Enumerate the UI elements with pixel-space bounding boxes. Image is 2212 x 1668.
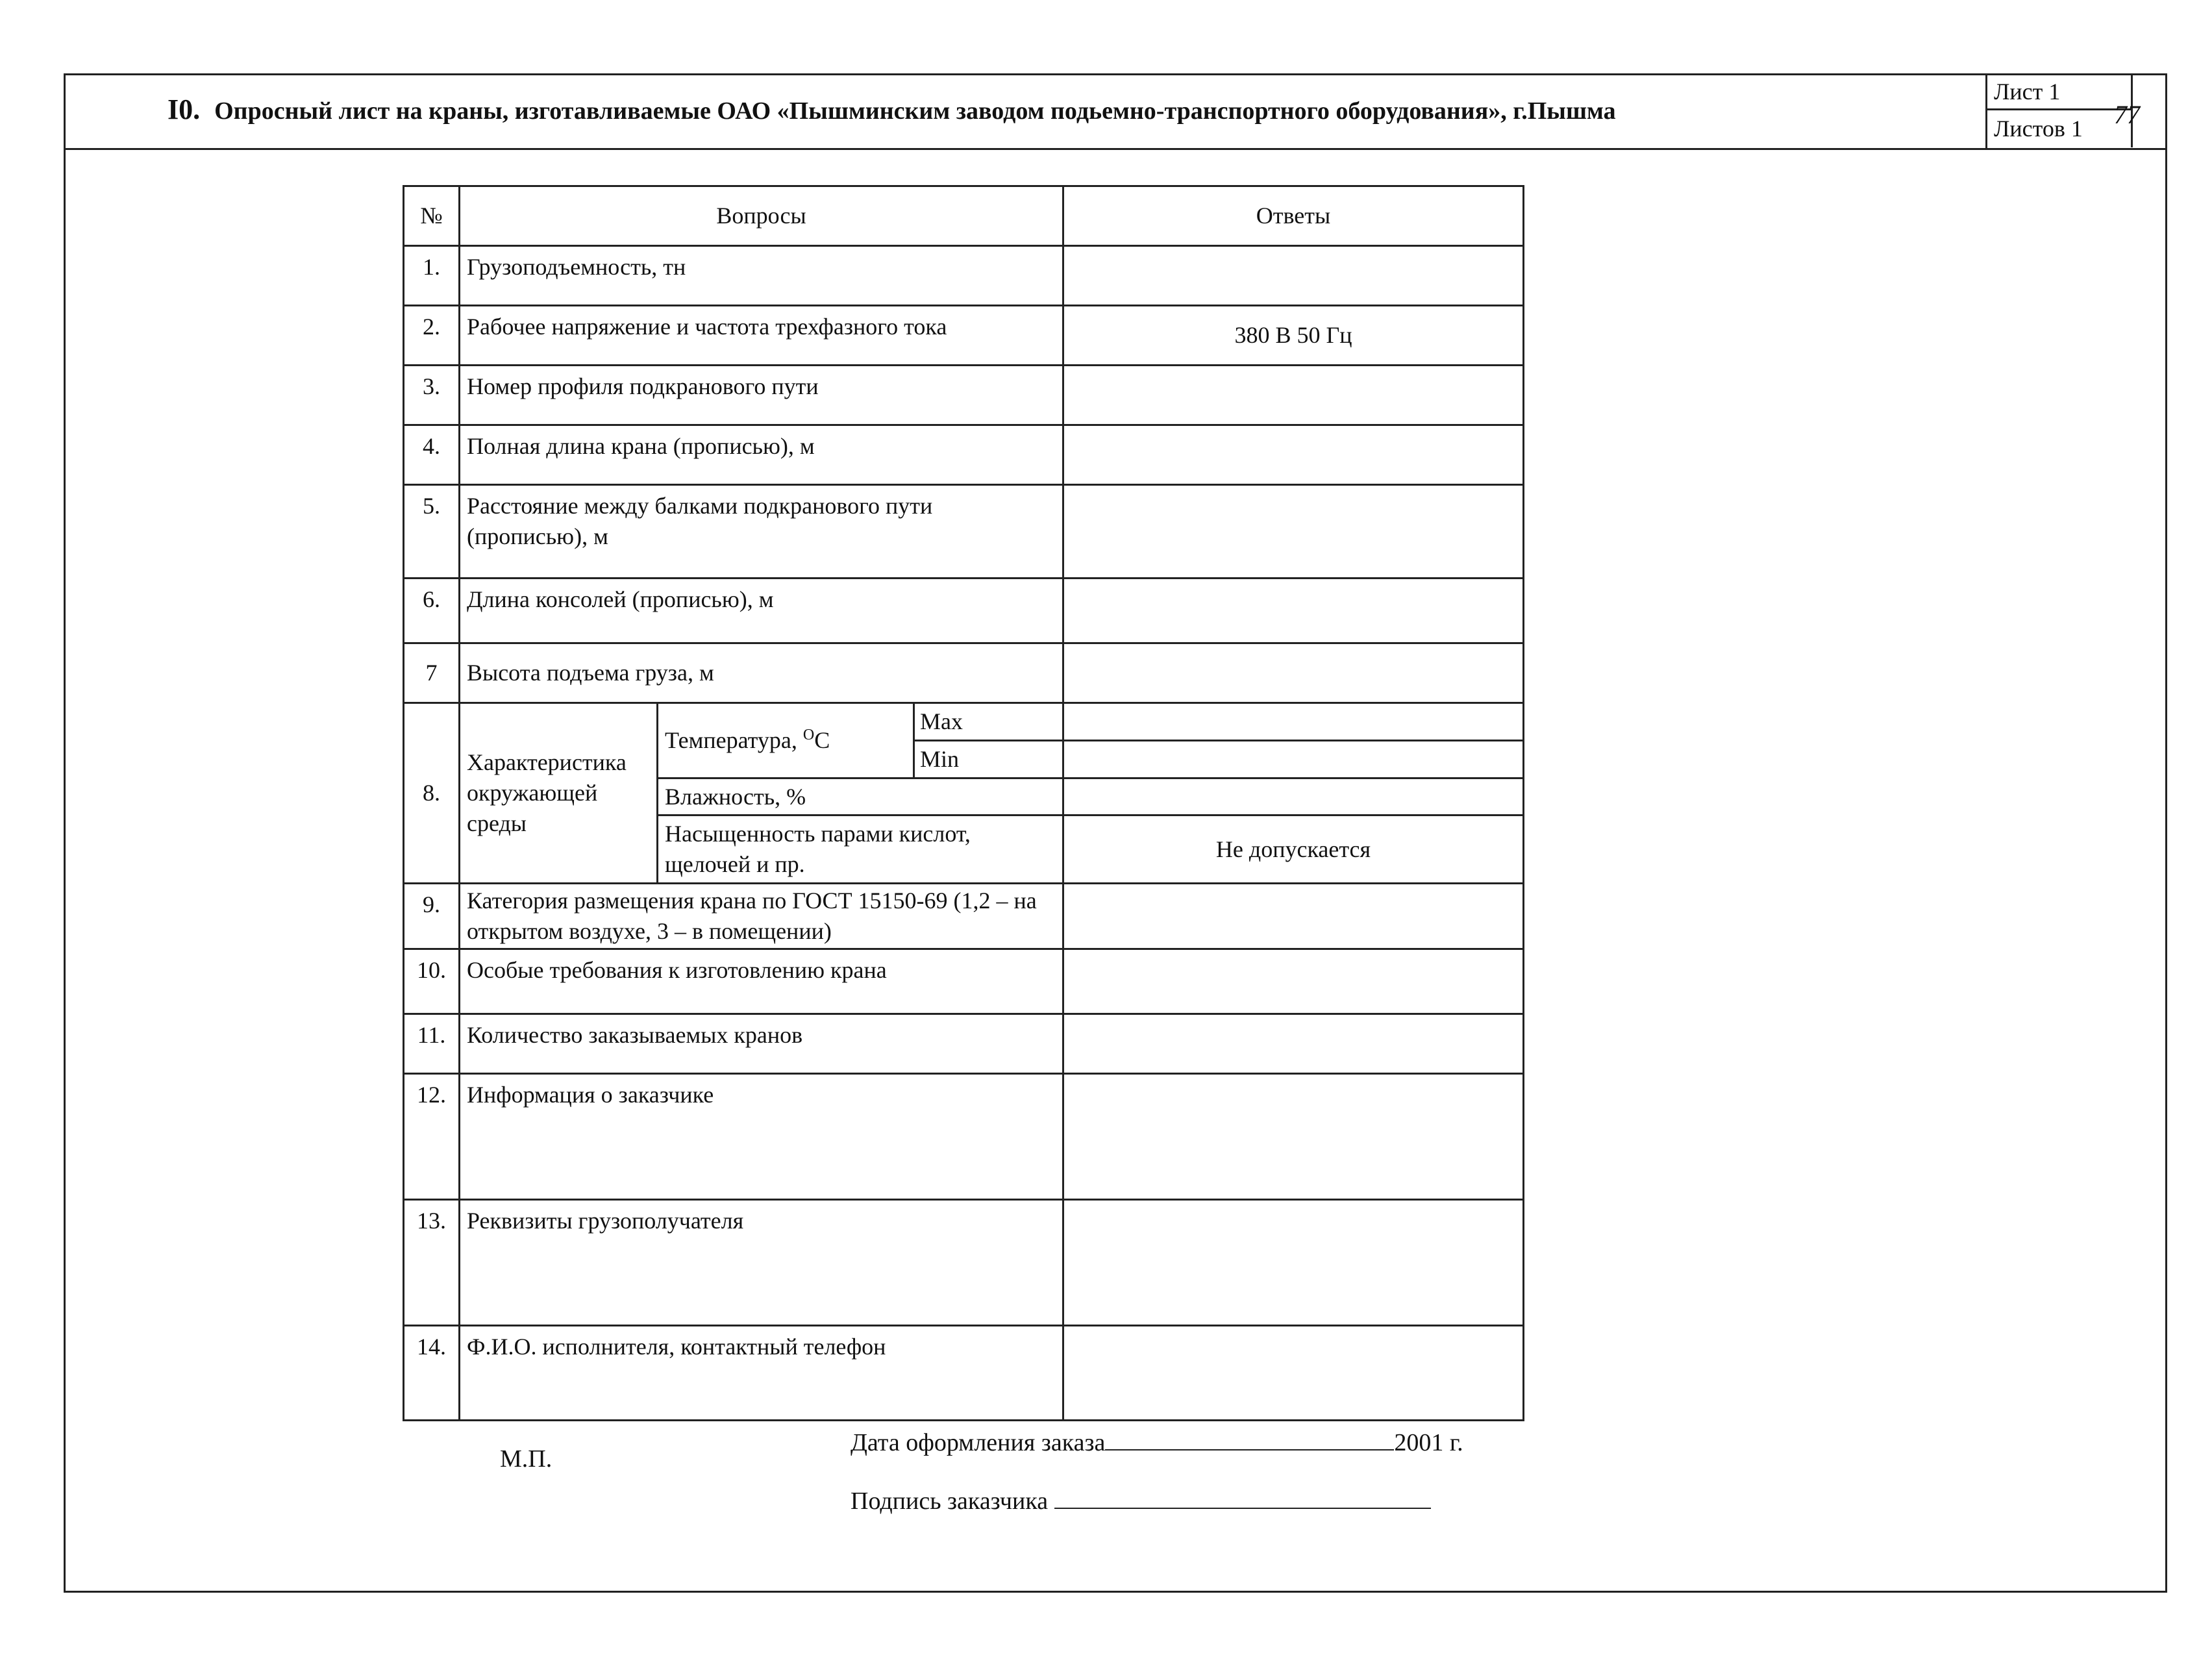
sheets-count-label: Листов 1	[1987, 110, 2133, 147]
temperature-max-label: Max	[914, 703, 1063, 741]
row-answer[interactable]	[1063, 425, 1524, 485]
temperature-min-label: Min	[914, 740, 1063, 778]
row-answer[interactable]	[1063, 1014, 1524, 1073]
table-row	[404, 306, 1524, 366]
table-row	[404, 949, 1524, 1014]
table-row	[404, 425, 1524, 485]
signature-field[interactable]	[1054, 1488, 1431, 1509]
row-number: 9.	[404, 883, 460, 949]
table-row	[404, 1073, 1524, 1199]
table-row	[404, 579, 1524, 643]
row-number: 4.	[404, 425, 460, 485]
table-row	[404, 1325, 1524, 1420]
table-row	[404, 246, 1524, 306]
row-answer[interactable]	[1063, 1073, 1524, 1199]
row-number: 2.	[404, 306, 460, 366]
temperature-max-answer[interactable]	[1063, 703, 1524, 741]
signature-label: Подпись заказчика	[851, 1488, 1049, 1515]
order-date-field[interactable]	[1105, 1430, 1394, 1450]
row-number: 11.	[404, 1014, 460, 1073]
section-number: I0.	[168, 93, 201, 125]
col-number-header: №	[404, 186, 460, 246]
table-row-environment	[404, 703, 1524, 741]
row-number: 8.	[404, 703, 460, 884]
table-row	[404, 883, 1524, 949]
col-questions-header: Вопросы	[460, 186, 1063, 246]
row-question: Реквизиты грузополучателя	[460, 1199, 1063, 1325]
document-title	[168, 93, 1616, 126]
environment-label: Характеристика окружающей среды	[460, 703, 658, 884]
col-answers-header: Ответы	[1063, 186, 1524, 246]
table-row	[404, 366, 1524, 425]
row-answer[interactable]	[1063, 1199, 1524, 1325]
humidity-answer[interactable]	[1063, 778, 1524, 815]
row-number: 14.	[404, 1325, 460, 1420]
page-number: 77	[2114, 100, 2140, 129]
row-number: 7	[404, 643, 460, 703]
row-question: Ф.И.О. исполнителя, контактный телефон	[460, 1325, 1063, 1420]
row-answer[interactable]	[1063, 246, 1524, 306]
order-date-line	[851, 1428, 1463, 1457]
row-question: Полная длина крана (прописью), м	[460, 425, 1063, 485]
sheet-label: Лист 1	[1987, 73, 2133, 110]
row-answer[interactable]	[1063, 579, 1524, 643]
row-answer[interactable]	[1063, 883, 1524, 949]
stamp-place: М.П.	[500, 1445, 553, 1473]
row-question: Информация о заказчике	[460, 1073, 1063, 1199]
row-question: Длина консолей (прописью), м	[460, 579, 1063, 643]
row-question: Высота подъема груза, м	[460, 643, 1063, 703]
row-question: Номер профиля подкранового пути	[460, 366, 1063, 425]
row-number: 10.	[404, 949, 460, 1014]
sheet-info-box	[1985, 73, 2167, 148]
table-row	[404, 1014, 1524, 1073]
humidity-label: Влажность, %	[658, 778, 1063, 815]
title-text: Опросный лист на краны, изготавливаемые ОАО «Пышминским заводом подьемно-транспортного оборудования», г.Пышма	[214, 97, 1616, 125]
signature-line	[851, 1487, 1431, 1515]
table-row	[404, 1199, 1524, 1325]
row-question: Категория размещения крана по ГОСТ 15150-69 (1,2 – на открытом воздухе, 3 – в помещении)	[460, 883, 1063, 949]
row-question: Особые требования к изготовлению крана	[460, 949, 1063, 1014]
row-answer[interactable]	[1063, 1325, 1524, 1420]
table-row	[404, 643, 1524, 703]
row-number: 6.	[404, 579, 460, 643]
row-question: Грузоподъемность, тн	[460, 246, 1063, 306]
table-header-row	[404, 186, 1524, 246]
vapors-answer[interactable]: Не допускается	[1063, 815, 1524, 884]
order-date-year: 2001 г.	[1394, 1429, 1463, 1456]
row-question: Расстояние между балками подкранового пути (прописью), м	[460, 485, 1063, 579]
vapors-label: Насыщенность парами кислот, щелочей и пр.	[658, 815, 1063, 884]
row-number: 3.	[404, 366, 460, 425]
temperature-min-answer[interactable]	[1063, 740, 1524, 778]
row-number: 13.	[404, 1199, 460, 1325]
header	[64, 73, 2167, 150]
row-question: Количество заказываемых кранов	[460, 1014, 1063, 1073]
row-question: Рабочее напряжение и частота трехфазного тока	[460, 306, 1063, 366]
row-number: 12.	[404, 1073, 460, 1199]
row-answer[interactable]	[1063, 643, 1524, 703]
row-number: 5.	[404, 485, 460, 579]
order-date-label: Дата оформления заказа	[851, 1429, 1106, 1456]
row-answer[interactable]	[1063, 485, 1524, 579]
questionnaire-table	[403, 185, 1524, 1421]
degree-sup: О	[802, 726, 815, 743]
row-answer[interactable]	[1063, 949, 1524, 1014]
row-answer[interactable]	[1063, 366, 1524, 425]
row-answer[interactable]: 380 В 50 Гц	[1063, 306, 1524, 366]
row-number: 1.	[404, 246, 460, 306]
table-row	[404, 485, 1524, 579]
temperature-label: Температура, $^О$С	[658, 703, 914, 778]
